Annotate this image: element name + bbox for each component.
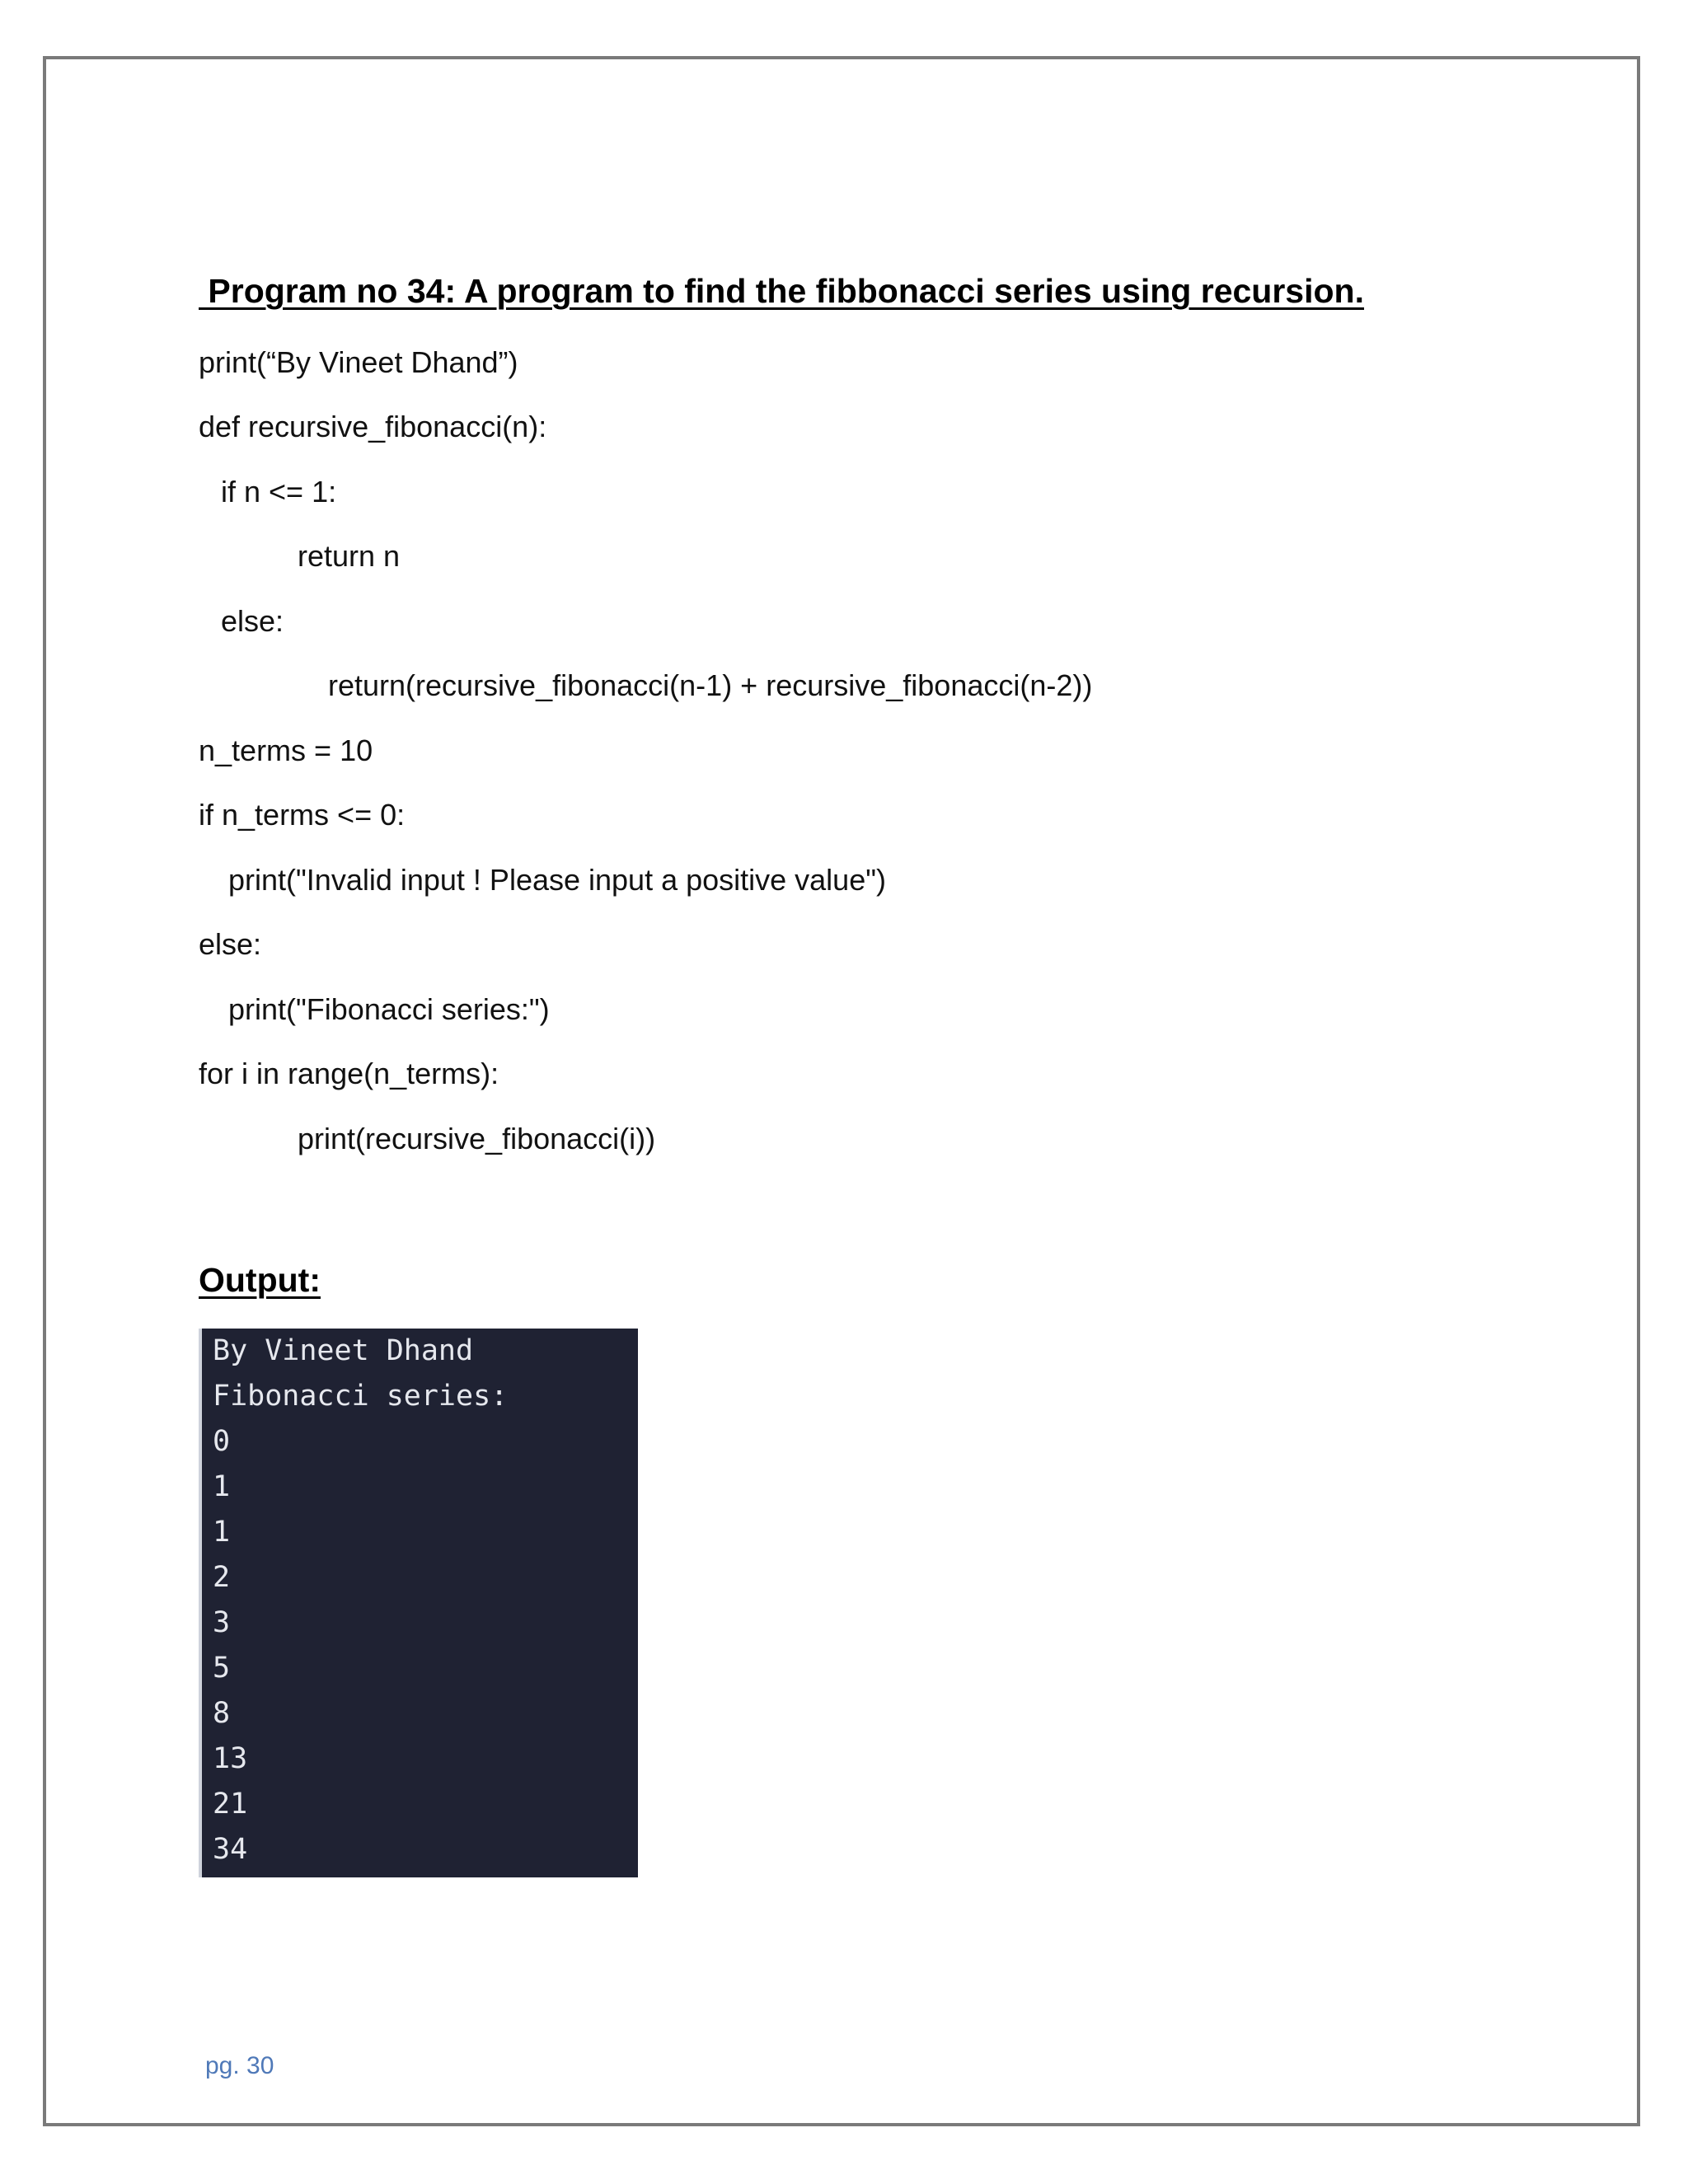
terminal-line: 21 bbox=[213, 1788, 248, 1821]
code-line: return(recursive_fibonacci(n-1) + recursive_fibonacci(n-2)) bbox=[328, 668, 1093, 702]
terminal-line: 8 bbox=[213, 1697, 231, 1730]
code-line: return n bbox=[298, 539, 401, 573]
code-line: else: bbox=[199, 927, 262, 961]
page-number: pg. 30 bbox=[205, 2052, 274, 2079]
terminal-output bbox=[199, 1329, 638, 1877]
terminal-line: 3 bbox=[213, 1606, 231, 1639]
code-line: for i in range(n_terms): bbox=[199, 1057, 499, 1090]
terminal-line: 1 bbox=[213, 1470, 231, 1503]
terminal-line: By Vineet Dhand bbox=[213, 1334, 474, 1367]
code-line: def recursive_fibonacci(n): bbox=[199, 410, 547, 443]
terminal-line: 0 bbox=[213, 1425, 231, 1458]
code-line: print("Fibonacci series:") bbox=[228, 992, 550, 1026]
terminal-line: Fibonacci series: bbox=[213, 1380, 509, 1413]
code-line: n_terms = 10 bbox=[199, 733, 373, 767]
code-line: else: bbox=[221, 604, 284, 638]
terminal-line: 13 bbox=[213, 1742, 248, 1775]
program-title: Program no 34: A program to find the fibbonacci series using recursion. bbox=[199, 272, 1364, 310]
terminal-line: 2 bbox=[213, 1561, 231, 1594]
code-line: print("Invalid input ! Please input a positive value") bbox=[228, 863, 886, 897]
terminal-line: 34 bbox=[213, 1833, 248, 1866]
output-heading: Output: bbox=[199, 1261, 321, 1299]
terminal-line: 5 bbox=[213, 1652, 231, 1685]
terminal-line: 1 bbox=[213, 1516, 231, 1549]
code-line: print(recursive_fibonacci(i)) bbox=[298, 1122, 656, 1155]
code-line: if n <= 1: bbox=[221, 475, 337, 509]
code-line: if n_terms <= 0: bbox=[199, 798, 406, 832]
code-line: print(“By Vineet Dhand”) bbox=[199, 345, 518, 379]
